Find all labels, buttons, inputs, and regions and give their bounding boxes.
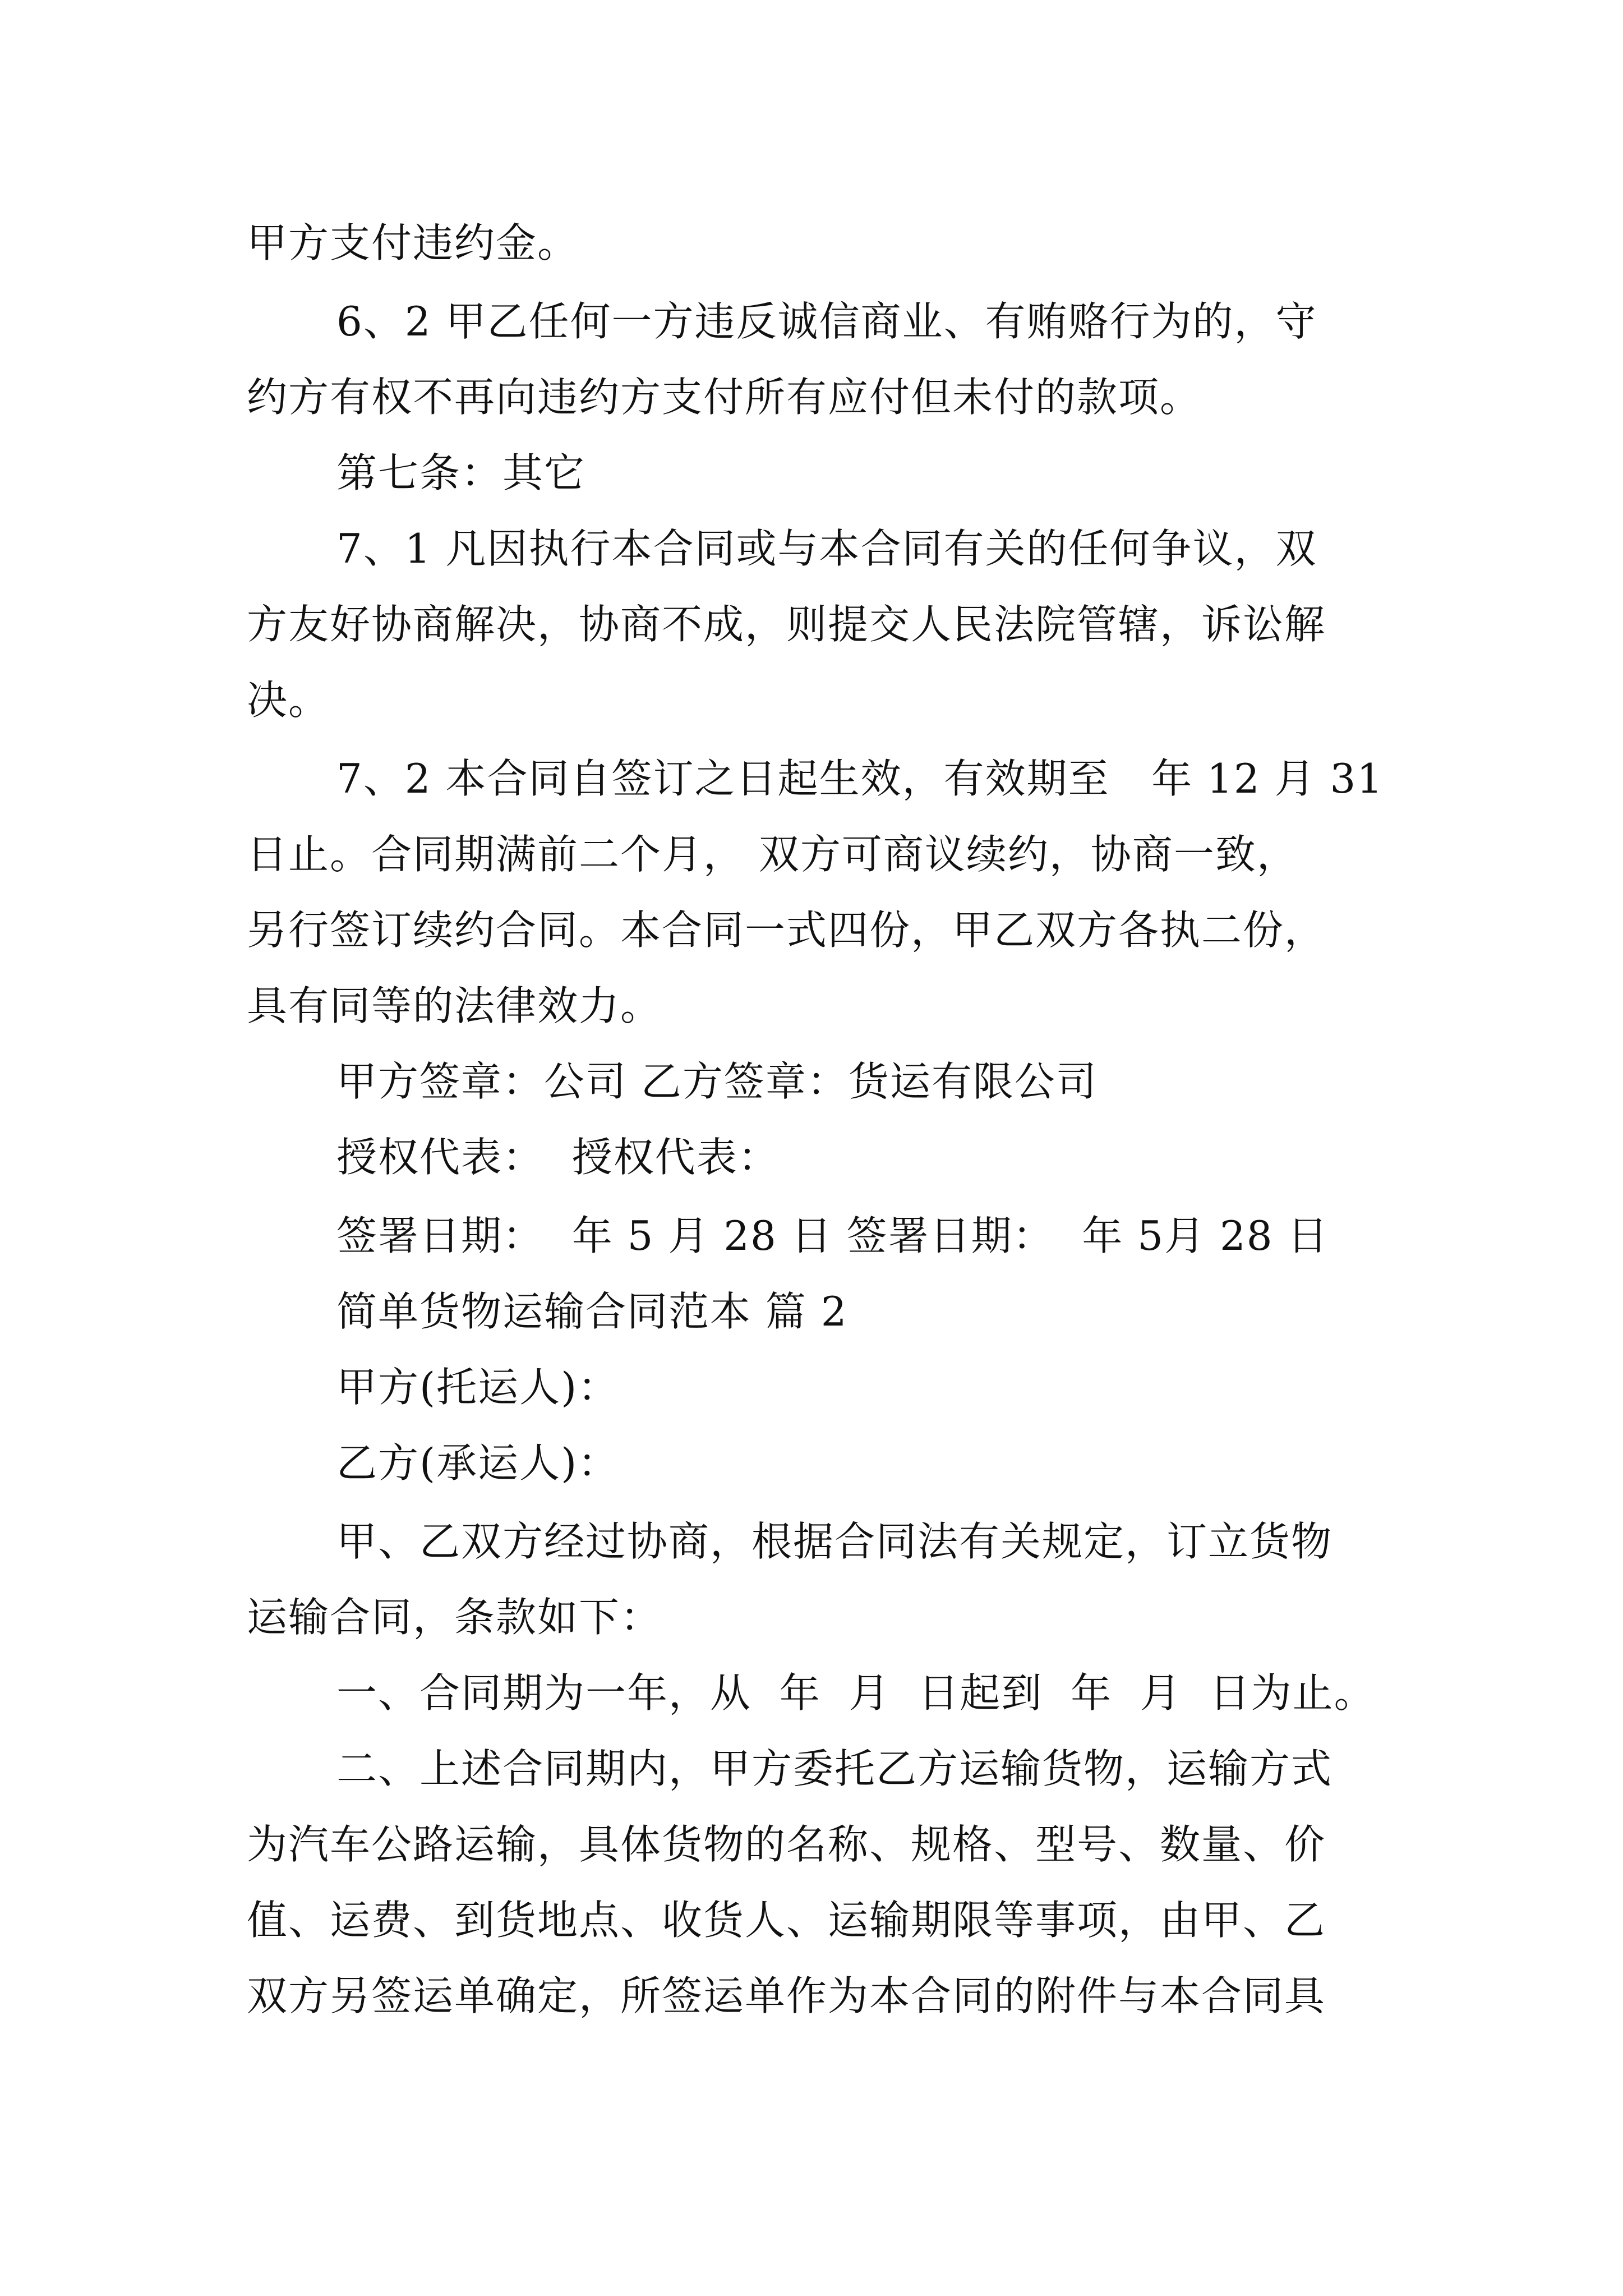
date-line: 签署日期： 年 5 月 28 日 签署日期： 年 5月 28 日 xyxy=(336,1212,1329,1259)
text-line: 方友好协商解决，协商不成，则提交人民法院管辖，诉讼解 xyxy=(247,601,1326,648)
text-line: 具有同等的法律效力。 xyxy=(247,982,662,1029)
clause-line: 一、合同期为一年，从 年 月 日起到 年 月 日为止。 xyxy=(336,1669,1376,1717)
text-line: 甲方支付违约金。 xyxy=(247,219,579,266)
party-b-line: 乙方(承运人)： xyxy=(336,1439,620,1487)
text-line: 双方另签运单确定，所签运单作为本合同的附件与本合同具 xyxy=(247,1972,1326,2019)
signature-line: 甲方签章：公司 乙方签章：货运有限公司 xyxy=(336,1058,1098,1105)
document-title: 简单货物运输合同范本 篇 2 xyxy=(336,1288,848,1335)
clause-line: 二、上述合同期内，甲方委托乙方运输货物，运输方式 xyxy=(336,1745,1333,1792)
text-line: 7、2 本合同自签订之日起生效，有效期至 年 12 月 31 xyxy=(336,755,1384,802)
text-line: 运输合同，条款如下： xyxy=(247,1594,662,1641)
text-line: 甲、乙双方经过协商，根据合同法有关规定，订立货物 xyxy=(336,1518,1333,1565)
text-line: 值、运费、到货地点、收货人、运输期限等事项，由甲、乙 xyxy=(247,1897,1326,1944)
party-a-line: 甲方(托运人)： xyxy=(336,1364,620,1411)
text-line: 另行签订续约合同。本合同一式四份，甲乙双方各执二份， xyxy=(247,907,1326,954)
text-line: 决。 xyxy=(247,677,330,724)
representative-line: 授权代表： 授权代表： xyxy=(336,1134,780,1181)
text-line: 约方有权不再向违约方支付所有应付但未付的款项。 xyxy=(247,374,1202,421)
text-line: 6、2 甲乙任何一方违反诚信商业、有贿赂行为的，守 xyxy=(336,298,1317,345)
text-line: 为汽车公路运输，具体货物的名称、规格、型号、数量、价 xyxy=(247,1821,1326,1868)
text-line: 7、1 凡因执行本合同或与本合同有关的任何争议，双 xyxy=(336,525,1317,572)
text-line: 日止。合同期满前二个月， 双方可商议续约，协商一致， xyxy=(247,831,1298,878)
section-heading: 第七条：其它 xyxy=(336,449,586,496)
